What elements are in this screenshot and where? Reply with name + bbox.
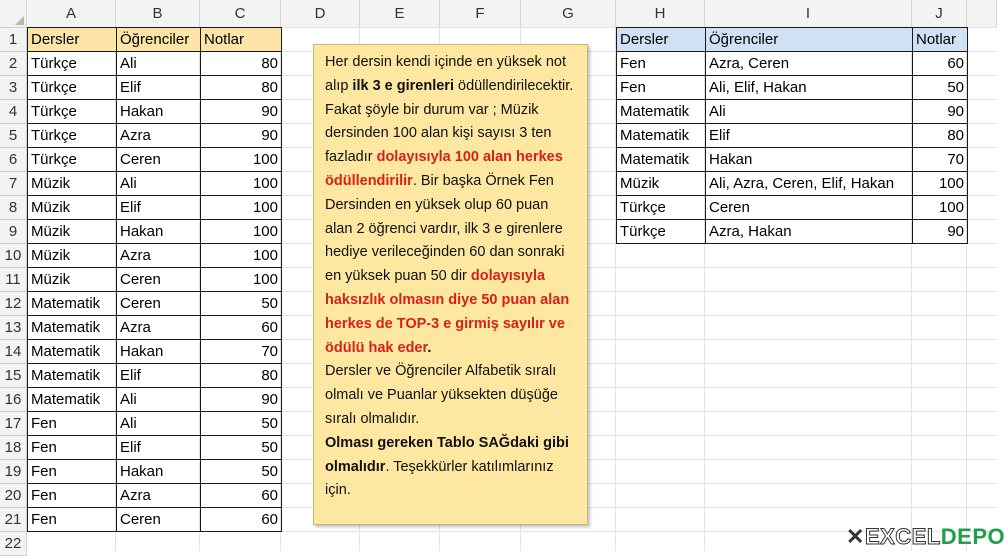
note-text: . Bir başka Örnek Fen Dersinden en yüksek olup 60 puan alan 2 öğrenci vardır, ilk 3 e girenlere hediye verileceğinden 60 dan sonraki en yüksek puan 50 dir bbox=[325, 172, 565, 285]
row-header-9[interactable]: 9 bbox=[0, 220, 27, 244]
column-header-c[interactable]: C bbox=[200, 0, 281, 28]
note-bold: Olması gereken Tablo SAĞdaki gibi olmalıdır bbox=[325, 434, 569, 475]
row-header-7[interactable]: 7 bbox=[0, 172, 27, 196]
row-header-13[interactable]: 13 bbox=[0, 316, 27, 340]
exceldepo-logo bbox=[846, 524, 1005, 550]
note-bold: ilk 3 e girenleri bbox=[352, 77, 454, 94]
source-cell[interactable]: 50 bbox=[200, 291, 282, 316]
logo-excel-text: EXCEL bbox=[864, 524, 941, 549]
source-cell[interactable]: Azra bbox=[116, 315, 201, 340]
source-cell[interactable]: Ceren bbox=[116, 507, 201, 532]
result-cell[interactable]: Ali bbox=[705, 99, 913, 124]
source-cell[interactable]: 60 bbox=[200, 507, 282, 532]
column-header-d[interactable]: D bbox=[281, 0, 360, 28]
result-cell[interactable]: 60 bbox=[912, 51, 968, 76]
source-cell[interactable]: Müzik bbox=[27, 195, 117, 220]
row-header-14[interactable]: 14 bbox=[0, 340, 27, 364]
source-cell[interactable]: 100 bbox=[200, 147, 282, 172]
source-cell[interactable]: 100 bbox=[200, 195, 282, 220]
note-emphasis: dolayısıyla 100 alan herkes ödüllendirilir bbox=[325, 149, 563, 189]
result-cell[interactable]: 50 bbox=[912, 75, 968, 100]
source-header-cell[interactable]: Öğrenciler bbox=[116, 27, 201, 52]
note-emphasis: dolayısıyla haksızlık olmasın diye 50 puan alan herkes de TOP-3 e girmiş sayılır ve ödülü hak eder bbox=[325, 268, 570, 356]
result-cell[interactable]: Ali, Azra, Ceren, Elif, Hakan bbox=[705, 171, 913, 196]
result-cell[interactable]: Fen bbox=[616, 51, 706, 76]
result-cell[interactable]: 90 bbox=[912, 99, 968, 124]
result-cell[interactable]: 70 bbox=[912, 147, 968, 172]
result-cell[interactable]: Fen bbox=[616, 75, 706, 100]
source-cell[interactable]: Azra bbox=[116, 123, 201, 148]
row-header-22[interactable]: 22 bbox=[0, 532, 27, 556]
source-cell[interactable]: Matematik bbox=[27, 387, 117, 412]
source-cell[interactable]: 60 bbox=[200, 315, 282, 340]
result-cell[interactable]: Ceren bbox=[705, 195, 913, 220]
source-cell[interactable]: 50 bbox=[200, 435, 282, 460]
source-cell[interactable]: 60 bbox=[200, 483, 282, 508]
source-cell[interactable]: Müzik bbox=[27, 219, 117, 244]
result-cell[interactable]: 80 bbox=[912, 123, 968, 148]
source-cell[interactable]: Müzik bbox=[27, 243, 117, 268]
result-cell[interactable]: Müzik bbox=[616, 171, 706, 196]
result-cell[interactable]: Elif bbox=[705, 123, 913, 148]
row-header-20[interactable]: 20 bbox=[0, 484, 27, 508]
source-cell[interactable]: Elif bbox=[116, 363, 201, 388]
note-text: Dersler ve Öğrenciler Alfabetik sıralı olmalı ve Puanlar yüksekten düşüğe sıralı olmalıdır. bbox=[325, 363, 558, 427]
source-cell[interactable]: Ali bbox=[116, 387, 201, 412]
source-cell[interactable]: 50 bbox=[200, 459, 282, 484]
row-header-10[interactable]: 10 bbox=[0, 244, 27, 268]
source-cell[interactable]: 80 bbox=[200, 363, 282, 388]
source-cell[interactable]: Fen bbox=[27, 483, 117, 508]
result-cell[interactable]: 100 bbox=[912, 195, 968, 220]
select-all-corner[interactable] bbox=[0, 0, 27, 28]
source-cell[interactable]: Fen bbox=[27, 507, 117, 532]
column-header-g[interactable]: G bbox=[521, 0, 616, 28]
result-cell[interactable]: Türkçe bbox=[616, 219, 706, 244]
source-cell[interactable]: 90 bbox=[200, 387, 282, 412]
row-header-19[interactable]: 19 bbox=[0, 460, 27, 484]
source-cell[interactable]: Elif bbox=[116, 435, 201, 460]
row-header-17[interactable]: 17 bbox=[0, 412, 27, 436]
note-text: ödüllendirilecektir. Fakat şöyle bir durum var ; Müzik dersinden 100 alan kişi sayısı 3 ten fazladır bbox=[325, 77, 574, 166]
source-cell[interactable]: 90 bbox=[200, 99, 282, 124]
source-cell[interactable]: Ceren bbox=[116, 147, 201, 172]
result-header-cell[interactable]: Notlar bbox=[912, 27, 968, 52]
source-cell[interactable]: Hakan bbox=[116, 459, 201, 484]
result-cell[interactable]: 100 bbox=[912, 171, 968, 196]
source-cell[interactable]: Müzik bbox=[27, 171, 117, 196]
source-cell[interactable]: Türkçe bbox=[27, 99, 117, 124]
source-cell[interactable]: Ali bbox=[116, 171, 201, 196]
result-cell[interactable]: 90 bbox=[912, 219, 968, 244]
source-cell[interactable]: Müzik bbox=[27, 267, 117, 292]
result-header-cell[interactable]: Öğrenciler bbox=[705, 27, 913, 52]
column-header-j[interactable]: J bbox=[912, 0, 967, 28]
source-cell[interactable]: Ali bbox=[116, 411, 201, 436]
source-cell[interactable]: Elif bbox=[116, 195, 201, 220]
source-cell[interactable]: Azra bbox=[116, 243, 201, 268]
source-header-cell[interactable]: Dersler bbox=[27, 27, 117, 52]
source-cell[interactable]: Hakan bbox=[116, 99, 201, 124]
row-header-12[interactable]: 12 bbox=[0, 292, 27, 316]
result-cell[interactable]: Ali, Elif, Hakan bbox=[705, 75, 913, 100]
source-cell[interactable]: Ceren bbox=[116, 291, 201, 316]
row-header-2[interactable]: 2 bbox=[0, 52, 27, 76]
logo-depo-text: DEPO bbox=[940, 524, 1005, 549]
column-header-b[interactable]: B bbox=[116, 0, 200, 28]
source-cell[interactable]: Türkçe bbox=[27, 75, 117, 100]
result-cell[interactable]: Matematik bbox=[616, 99, 706, 124]
row-header-11[interactable]: 11 bbox=[0, 268, 27, 292]
row-header-5[interactable]: 5 bbox=[0, 124, 27, 148]
result-cell[interactable]: Hakan bbox=[705, 147, 913, 172]
source-cell[interactable]: 80 bbox=[200, 51, 282, 76]
instruction-note[interactable] bbox=[313, 44, 588, 525]
column-header-f[interactable]: F bbox=[440, 0, 521, 28]
source-cell[interactable]: Hakan bbox=[116, 339, 201, 364]
result-cell[interactable]: Türkçe bbox=[616, 195, 706, 220]
source-cell[interactable]: Fen bbox=[27, 411, 117, 436]
note-text: . Teşekkürler katılımlarınız için. bbox=[325, 458, 554, 499]
column-header-a[interactable]: A bbox=[27, 0, 116, 28]
source-cell[interactable]: Matematik bbox=[27, 363, 117, 388]
source-cell[interactable]: 100 bbox=[200, 171, 282, 196]
result-cell[interactable]: Azra, Ceren bbox=[705, 51, 913, 76]
row-header-8[interactable]: 8 bbox=[0, 196, 27, 220]
row-header-16[interactable]: 16 bbox=[0, 388, 27, 412]
row-header-4[interactable]: 4 bbox=[0, 100, 27, 124]
row-header-15[interactable]: 15 bbox=[0, 364, 27, 388]
column-header-filler bbox=[967, 0, 997, 28]
source-cell[interactable]: Fen bbox=[27, 459, 117, 484]
source-cell[interactable]: 80 bbox=[200, 75, 282, 100]
result-cell[interactable]: Matematik bbox=[616, 123, 706, 148]
source-cell[interactable]: Ceren bbox=[116, 267, 201, 292]
row-header-3[interactable]: 3 bbox=[0, 76, 27, 100]
column-header-e[interactable]: E bbox=[360, 0, 440, 28]
source-cell[interactable]: Azra bbox=[116, 483, 201, 508]
column-header-h[interactable]: H bbox=[616, 0, 705, 28]
source-cell[interactable]: 50 bbox=[200, 411, 282, 436]
row-header-1[interactable]: 1 bbox=[0, 28, 27, 52]
source-cell[interactable]: 100 bbox=[200, 219, 282, 244]
source-cell[interactable]: Matematik bbox=[27, 291, 117, 316]
row-header-21[interactable]: 21 bbox=[0, 508, 27, 532]
result-header-cell[interactable]: Dersler bbox=[616, 27, 706, 52]
source-cell[interactable]: Ali bbox=[116, 51, 201, 76]
source-cell[interactable]: Türkçe bbox=[27, 51, 117, 76]
result-cell[interactable]: Azra, Hakan bbox=[705, 219, 913, 244]
source-cell[interactable]: Fen bbox=[27, 435, 117, 460]
note-text: Her dersin kendi içinde en yüksek not alıp bbox=[325, 54, 566, 94]
row-header-6[interactable]: 6 bbox=[0, 148, 27, 172]
source-cell[interactable]: Elif bbox=[116, 75, 201, 100]
column-header-i[interactable]: I bbox=[705, 0, 912, 28]
logo-mark-icon: ✕ bbox=[846, 524, 865, 549]
source-cell[interactable]: 90 bbox=[200, 123, 282, 148]
source-cell[interactable]: Türkçe bbox=[27, 123, 117, 148]
source-cell[interactable]: 100 bbox=[200, 243, 282, 268]
source-cell[interactable]: Türkçe bbox=[27, 147, 117, 172]
result-cell[interactable]: Matematik bbox=[616, 147, 706, 172]
source-cell[interactable]: Hakan bbox=[116, 219, 201, 244]
note-text: . bbox=[427, 339, 432, 356]
source-cell[interactable]: 100 bbox=[200, 267, 282, 292]
row-header-18[interactable]: 18 bbox=[0, 436, 27, 460]
source-cell[interactable]: Matematik bbox=[27, 339, 117, 364]
source-cell[interactable]: 70 bbox=[200, 339, 282, 364]
source-cell[interactable]: Matematik bbox=[27, 315, 117, 340]
source-header-cell[interactable]: Notlar bbox=[200, 27, 282, 52]
